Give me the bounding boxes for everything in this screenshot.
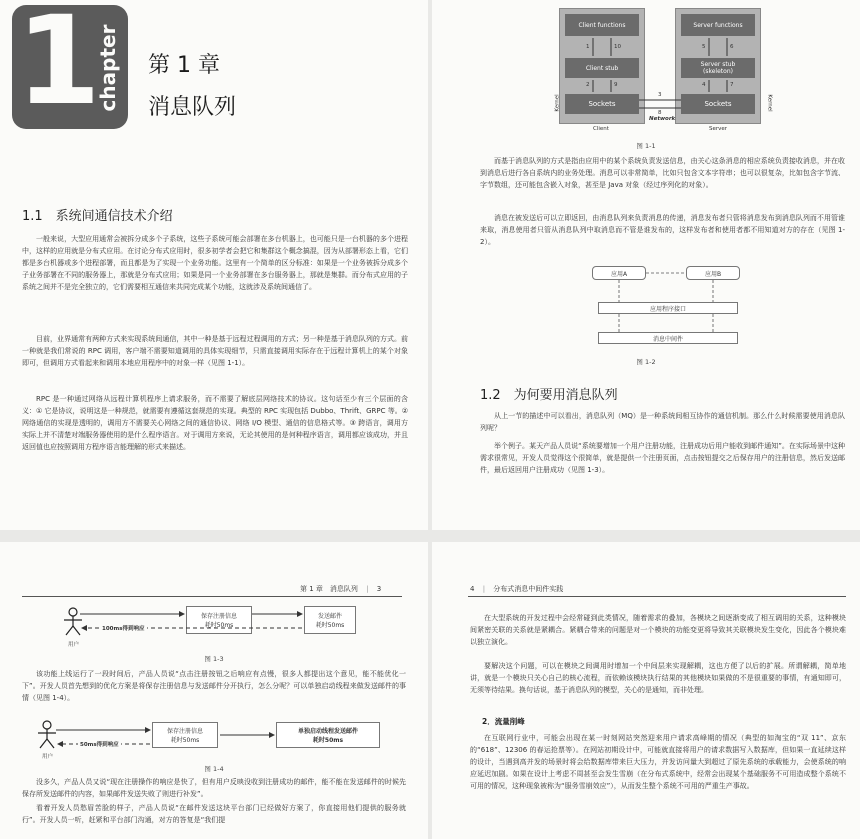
chapter-label: 第 1 章 (148, 53, 220, 78)
server-sockets: Sockets (681, 94, 755, 114)
page-4 (432, 542, 860, 839)
paragraph: 在大型系统的开发过程中会经常碰到此类情况，随着需求的叠加，各模块之间逐渐变成了相互调用的关系，这种模块间紧密关联的关系就是紧耦合。紧耦合带来的问题是对一个模块的功能变更将导致其关联模块发生变化，因此各个模块难以独立演化。 (470, 614, 846, 646)
rpc-diagram (537, 4, 773, 134)
server-functions: Server functions (681, 14, 755, 36)
chapter-number: 1 (16, 0, 101, 132)
app-interface-box: 应用程序接口 (598, 302, 738, 314)
num-4: 4 (702, 82, 706, 88)
num-9: 9 (614, 82, 618, 88)
figure-caption: 图 1-4 (204, 765, 224, 773)
client-functions: Client functions (565, 14, 639, 36)
num-8: 8 (658, 110, 662, 116)
num-1: 1 (586, 44, 590, 50)
num-10: 10 (614, 44, 621, 50)
server-stub-sub: (skeleton) (703, 68, 733, 75)
num-5: 5 (702, 44, 706, 50)
chapter-title: 消息队列 (148, 95, 237, 120)
num-6: 6 (730, 44, 734, 50)
page-3 (0, 542, 428, 839)
header-rule (22, 596, 402, 597)
section-title: 1.1 系统间通信技术介绍 (22, 209, 173, 224)
num-7: 7 (730, 82, 734, 88)
running-header (470, 584, 563, 594)
client-stub: Client stub (565, 58, 639, 78)
server-stub-label: Server stub (700, 61, 736, 68)
kernel-label-left: Kernel (554, 94, 561, 112)
paragraph: RPC 是一种通过网络从远程计算机程序上请求服务，而不需要了解底层网络技术的协议。这句话至少有三个层面的含义：① 它是协议，说明这是一种规范，就需要有遵循这套规范的实现。典型的 RPC 实现包括 Dubbo、Thrift、GRPC 等。② 网络通信的实现是透明的，调用方不需要关心网络之间的通信协议、网络 I/O 模型、通信的信息格式等。③ 跨语言，调用方实际上并不清楚对端服务器使用的是什么程序语言。对于调用方来说，无论其使用的是何种程序语言，调用都应该成功，并且返回值也应按照调用方程序语言能理解的形式来描述。 (22, 395, 408, 451)
server-label: Server (709, 126, 728, 132)
network-label: Network (649, 116, 676, 122)
fig2-links (432, 260, 860, 360)
figure-caption: 图 1-2 (636, 358, 656, 366)
page-2 (432, 0, 860, 530)
paragraph: 没多久，产品人员又说“现在注册操作的响应是快了，但有用户反映没收到注册成功的邮件，能不能在发送邮件的时候先保存所发送邮件的内容，如果邮件发送失败了则进行补发”。 (22, 778, 406, 798)
num-3: 3 (658, 92, 662, 98)
page-number: 4 (470, 585, 475, 593)
num-2: 2 (586, 82, 590, 88)
paragraph: 消息在被发送后可以立即返回，由消息队列来负责消息的传递，消息发布者只管将消息发布到消息队列而不用管谁来取，消息使用者只管从消息队列中取消息而不管是谁发布的，这样发布者和使用者都不用知道对方的存在（见图 1-2）。 (480, 214, 845, 246)
header-chapter: 第 1 章 消息队列 (300, 585, 358, 593)
save-info-box: 保存注册信息 耗时50ms (152, 722, 218, 748)
figure-caption: 图 1-1 (636, 142, 656, 150)
paragraph: 该功能上线运行了一段时间后，产品人员说“点击注册按钮之后响应有点慢，很多人都提出这个意见，能不能优化一下”。开发人员首先想到的优化方案是将保存注册信息与发送邮件分开执行，怎么分呢？可以单独启动线程来做发送邮件的事情（见图 1-4）。 (22, 670, 406, 702)
paragraph: 一般来说，大型应用通常会被拆分成多个子系统，这些子系统可能会部署在多台机器上，也可能只是一台机器的多个进程中，这样的应用就是分布式应用。在讨论分布式应用时，很多初学者会把它和集群这个概念搞混，因为从部署形态上看，它们都是多台机器或多个进程部署，而且都是为了实现一个业务功能。这里有一个简单的区分标准：如果是一个业务被拆分成多个子业务部署在不同的服务器上，那就是分布式应用；如果是同一个业务部署在多台服务器上，那就是集群。而分布式应用的子系统之间并不是完全独立的，它们需要相互通信来共同完成某个功能，这就涉及系统间通信了。 (22, 235, 408, 291)
client-label: Client (593, 126, 609, 132)
user-figure-icon (36, 720, 58, 750)
paragraph: 在互联网行业中，可能会出现在某一时刻网站突然迎来用户请求高峰期的情况（典型的如淘宝的“双 11”、京东的“618”、12306 的春运抢票等）。在网站初期设计中，可能就直接将用户的请求数据写入数据库，但如果一直延续这样的设计，当遇到高并发的场景时将会给数据库带来巨大压力，并发访问量大到超过了原先系统的承载能力，会使系统的响应延迟加剧。如果在设计上考虑不周甚至会发生雪崩（在分布式系统中，经常会出现某个基础服务不可用造成整个系统不可用的情况，这种现象被称为“服务雪崩效应”），从而发生整个系统不可用的严重生产事故。 (470, 734, 846, 790)
send-mail-box: 发送邮件 耗时50ms (304, 606, 356, 634)
middleware-box: 消息中间件 (598, 332, 738, 344)
paragraph: 目前，业界通常有两种方式来实现系统间通信，其中一种是基于远程过程调用的方式；另一种是基于消息队列的方式。前一种就是我们常说的 RPC 调用，客户端不需要知道调用的具体实现细节，只需直接调用实际存在于远程计算机上的某个对象即可，但调用方式看起来和调用本地应用程序中的对象一样（见图 1-1）。 (22, 335, 408, 367)
section-title: 1.2 为何要用消息队列 (480, 388, 618, 403)
paragraph: 而基于消息队列的方式是指由应用中的某个系统负责发送信息，由关心这条消息的相应系统负责接收消息，并在收到消息后进行各自系统内的业务处理。消息可以非常简单，比如只包含文本字符串；也可以很复杂，比如包含字节流、字节数组，还可能包含嵌入对象，甚至是 Java 对象（经过序列化的对象）。 (480, 157, 845, 189)
paragraph: 看着开发人员愁眉苦脸的样子，产品人员说“在邮件发送这块平台部门已经做好方案了，你直接用他们提供的服务就行”。开发人员一听，赶紧和平台部门沟通，对方的答复是“我们提 (22, 804, 406, 824)
app-a-box: 应用A (592, 266, 646, 280)
header-rule (468, 596, 846, 597)
chapter-word: chapter (96, 24, 120, 112)
subheading: 2．流量削峰 (482, 717, 525, 726)
header-title: 分布式消息中间件实践 (493, 585, 564, 593)
rpc-arrows (537, 4, 797, 134)
header-sep: | (366, 585, 369, 593)
user-label: 用户 (42, 754, 54, 760)
page-1 (0, 0, 428, 530)
response-label: 100ms得到响应 (102, 626, 145, 632)
paragraph: 从上一节的描述中可以看出，消息队列（MQ）是一种系统间相互协作的通信机制。那么什么时候需要使用消息队列呢？ (480, 412, 845, 432)
response-label: 50ms得到响应 (80, 742, 119, 748)
running-header (300, 584, 381, 594)
header-sep: | (482, 585, 486, 593)
figure-caption: 图 1-3 (204, 655, 224, 663)
paragraph: 要解决这个问题，可以在模块之间调用时增加一个中间层来实现解耦，这也方便了以后的扩展。所谓解耦，简单地讲，就是一个模块只关心自己的核心流程，而依赖该模块执行结果的其他模块如果做的不是很重要的事情，有通知即可，无须等待结果。换句话说，基于消息队列的模型，关心的是通知，而非处理。 (470, 662, 846, 694)
paragraph: 举个例子。某天产品人员说“系统要增加一个用户注册功能，注册成功后用户能收到邮件通知”。在实际场景中这种需求很常见，开发人员觉得这个很简单，就是提供一个注册页面，点击按钮提交之后保存用户的注册信息，然后发送邮件，最后返回用户注册成功（见图 1-3）。 (480, 442, 845, 474)
thread-mail-box: 单独启动线程发送邮件 耗时50ms (276, 722, 380, 748)
user-label: 用户 (68, 642, 80, 648)
save-info-box: 保存注册信息 耗时50ms (186, 606, 252, 634)
app-b-box: 应用B (686, 266, 740, 280)
client-sockets: Sockets (565, 94, 639, 114)
kernel-label-right: Kernel (766, 94, 773, 112)
page-number: 3 (376, 585, 382, 593)
